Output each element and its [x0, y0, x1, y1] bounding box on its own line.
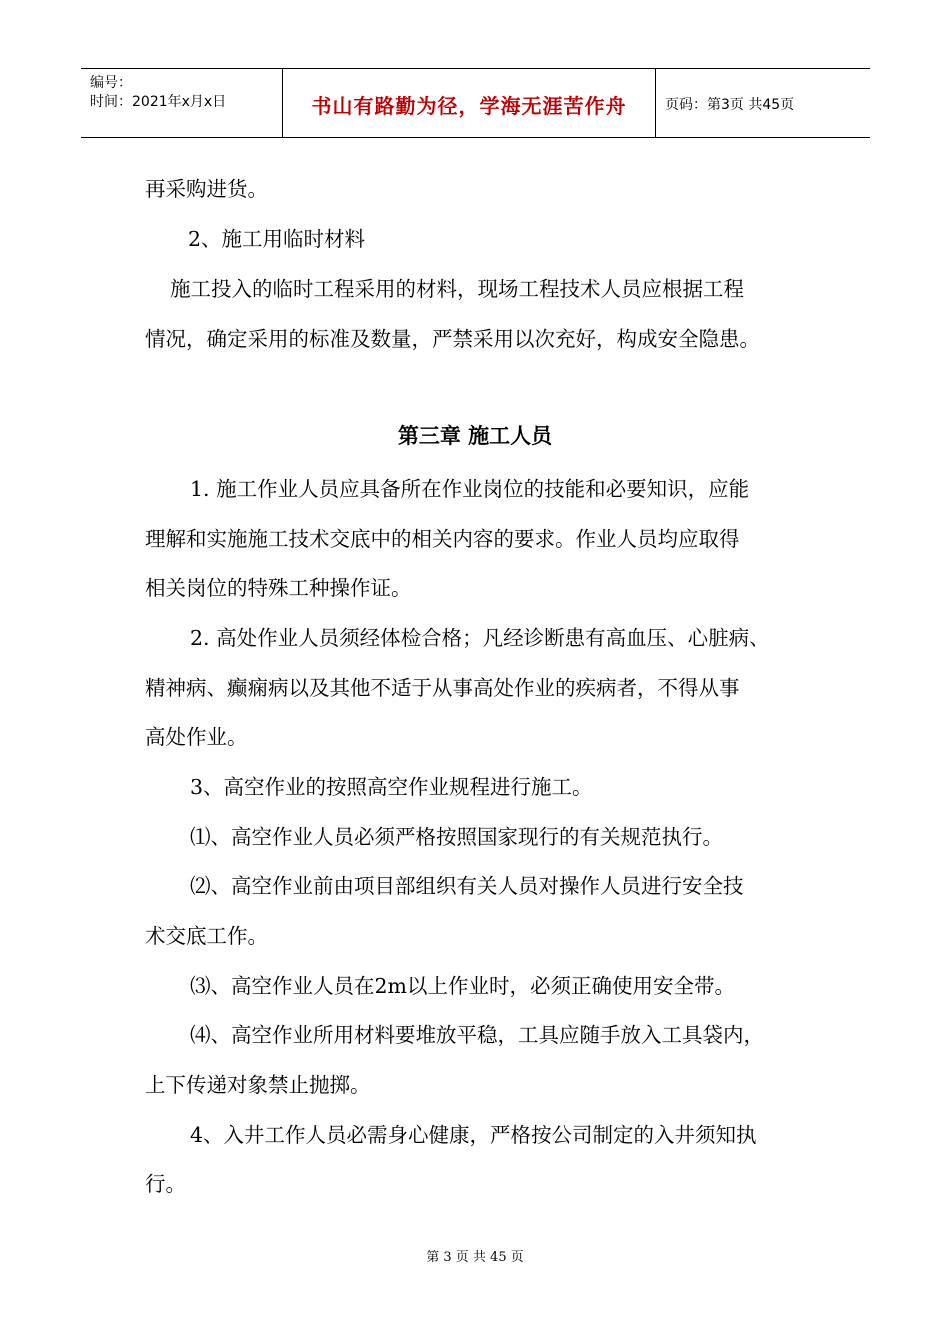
body-line: 情况，确定采用的标准及数量，严禁采用以次充好，构成安全隐患。 — [145, 327, 760, 351]
header-motto: 书山有路勤为径，学海无涯苦作舟 — [311, 94, 627, 118]
header-left-cell — [81, 69, 282, 137]
body-line: 理解和实施施工技术交底中的相关内容的要求。作业人员均应取得 — [145, 527, 740, 551]
body-line: ⑵、高空作业前由项目部组织有关人员对操作人员进行安全技 — [190, 874, 744, 898]
body-line: 行。 — [145, 1172, 186, 1196]
page-header — [81, 68, 870, 138]
page-footer: 第 3 页 共 45 页 — [426, 1250, 524, 1265]
body-line: 上下传递对象禁止抛掷。 — [145, 1073, 371, 1097]
body-line: 再采购进货。 — [145, 177, 268, 201]
body-line: 相关岗位的特殊工种操作证。 — [145, 576, 412, 600]
body-line: 2. 高处作业人员须经体检合格；凡经诊断患有高血压、心脏病、 — [190, 626, 770, 650]
section-heading: 2、施工用临时材料 — [188, 227, 366, 251]
body-line: ⑶、高空作业人员在2m以上作业时，必须正确使用安全带。 — [190, 974, 735, 998]
body-line: 高处作业。 — [145, 725, 248, 749]
body-line: 1. 施工作业人员应具备所在作业岗位的技能和必要知识，应能 — [190, 477, 750, 501]
body-line: 3、高空作业的按照高空作业规程进行施工。 — [190, 775, 593, 799]
body-line: 施工投入的临时工程采用的材料，现场工程技术人员应根据工程 — [170, 277, 744, 301]
body-line: 精神病、癫痫病以及其他不适于从事高处作业的疾病者，不得从事 — [145, 676, 740, 700]
header-right-cell — [655, 69, 870, 137]
document-number-label: 编号： — [90, 75, 132, 91]
body-line: 术交底工作。 — [145, 924, 268, 948]
body-line: ⑴、高空作业人员必须严格按照国家现行的有关规范执行。 — [190, 825, 723, 849]
body-line: ⑷、高空作业所用材料要堆放平稳，工具应随手放入工具袋内， — [190, 1023, 764, 1047]
body-line: 4、入井工作人员必需身心健康，严格按公司制定的入井须知执 — [190, 1123, 757, 1147]
chapter-title: 第三章 施工人员 — [397, 423, 553, 448]
header-middle-cell — [282, 69, 656, 137]
document-date: 时间：2021年x月x日 — [90, 94, 227, 110]
header-page-info: 页码：第3页 共45页 — [665, 97, 795, 113]
